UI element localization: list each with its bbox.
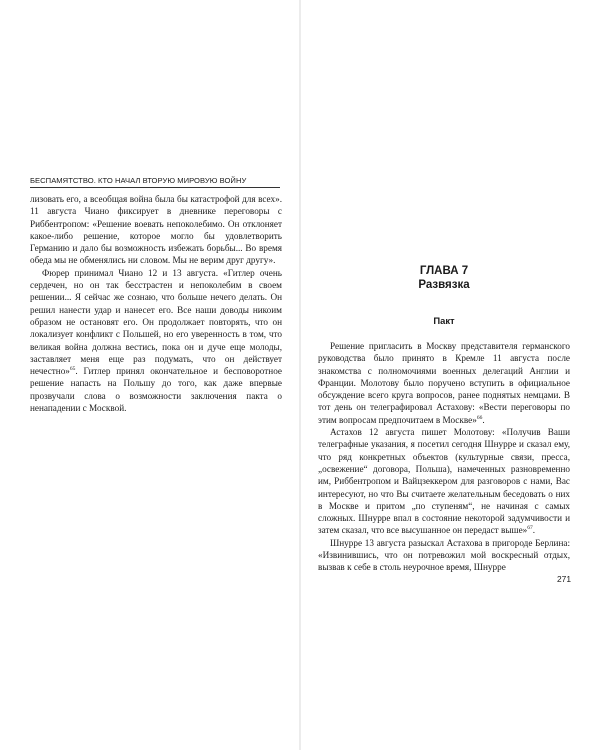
footnote-ref: 67 <box>527 525 533 532</box>
text-run: Решение пригласить в Москву представителя германского руководства было принято в Кремле 11 августа после знакомства с полномочиями военных делегаций Англии и Франции. Молотову было поручено вступить в официальное обсуждение всего круга вопросов, ранее поднятых немцами. В тот день он телеграфировал Астахову: «Вести переговоры по этим вопросам предпочитаем в Москве» <box>318 341 570 425</box>
body-paragraph <box>318 537 570 574</box>
running-head-rule <box>30 187 280 188</box>
chapter-label: ГЛАВА 7 <box>419 265 469 277</box>
text-run: Шнурре 13 августа разыскал Астахова в пригороде Берлина: «Извинившись, что он потревожил мой воскресный отдых, вызвав к себе в столь неурочное время, Шнурре <box>318 537 570 573</box>
body-paragraph <box>318 340 570 426</box>
page-number: 271 <box>557 574 571 584</box>
right-page-text <box>318 264 570 574</box>
chapter-title: Развязка <box>418 279 470 291</box>
left-page-text <box>30 193 282 414</box>
body-paragraph <box>30 193 282 267</box>
text-run: лизовать его, а всеобщая война была бы катастрофой для всех». 11 августа Чиано фиксирует в дневнике переговоры с Риббентропом: «Решение воевать непоколебимо. Он отклоняет какое-либо решение, которое могло бы удовлетворить Германию и дало бы возможность избежать борьбы... Во время обеда мы не обменялись ни словом. Мы не верим друг другу». <box>30 194 282 266</box>
text-run: . <box>532 525 536 536</box>
body-paragraph <box>30 267 282 415</box>
text-run: Астахов 12 августа пишет Молотову: «Получив Ваши телеграфные указания, я посетил сегодня Шнурре и сказал ему, что ряд конкретных объектов (культурные связи, пресса, „освежение“ договора, Польша), намеченных разновременно им, Риббентропом и Вайцзеккером для разговоров с нами, Вас интересуют, но что Вы считаете желательным беседовать о них в Москве и притом „по ступеням“, не начиная с самых сложных. Шнурре впал в состояние некоторой задумчивости и затем сказал, что все высушанное он передаст выше» <box>318 427 570 536</box>
text-run: . <box>482 414 485 425</box>
footnote-ref: 65 <box>69 366 76 373</box>
section-title: Пакт <box>433 315 455 326</box>
page-gutter <box>299 0 301 750</box>
running-head: БЕСПАМЯТСТВО. КТО НАЧАЛ ВТОРУЮ МИРОВУЮ ВОЙНУ <box>30 176 247 185</box>
footnote-ref: 66 <box>476 414 483 421</box>
text-run: . Гитлер принял окончательное и бесповоротное решение напасть на Польшу до того, как даже впервые прозвучали слова о возможности заключения пакта о ненападении с Москвой. <box>30 366 282 414</box>
body-paragraph <box>318 426 570 537</box>
text-run: Фюрер принимал Чиано 12 и 13 августа. «Гитлер очень сердечен, но он так бесстрастен и непоколебим в своем решении... Я сейчас же сознаю, что больше нечего делать. Он решил нанести удар и нанесет его. Все наши доводы никоим образом не остановят его. Он продолжает повторять, что он локализует конфликт с Польшей, но его уверенность в том, что великая война должна вестись, пока он и дуче еще молоды, заставляет меня еще раз подумать, что он действует нечестно» <box>30 267 282 377</box>
